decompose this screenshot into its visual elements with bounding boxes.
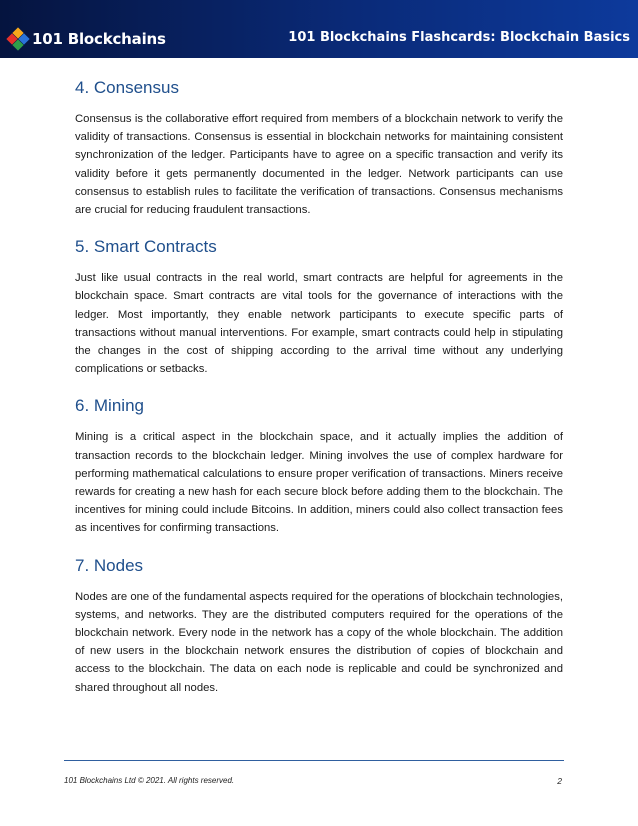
footer-copyright: 101 Blockchains Ltd © 2021. All rights reserved. bbox=[64, 776, 235, 785]
logo-text: 101 Blockchains bbox=[32, 30, 166, 48]
cube-logo-icon bbox=[8, 29, 28, 49]
section-smart-contracts bbox=[75, 237, 563, 378]
section-nodes bbox=[75, 556, 563, 697]
section-paragraph: Nodes are one of the fundamental aspects required for the operations of blockchain technologies, systems, and networks. They are the distributed computers required for the operations of the blockchain network. Every node in the network has a copy of the whole blockchain. The addition of new users in the blockchain network ensures the distribution of copies of blockchain and access to the blockchain. The data on each node is replicable and could be synchronized and shared throughout all nodes. bbox=[75, 590, 563, 694]
section-heading: 5. Smart Contracts bbox=[75, 237, 217, 257]
section-heading: 4. Consensus bbox=[75, 78, 179, 97]
section-consensus bbox=[75, 78, 563, 219]
section-heading: 6. Mining bbox=[75, 396, 144, 416]
section-heading: 7. Nodes bbox=[75, 555, 144, 575]
document-body bbox=[75, 78, 563, 715]
brand-logo bbox=[8, 26, 166, 52]
section-paragraph: Consensus is the collaborative effort required from members of a blockchain network to verify the validity of transactions. Consensus is essential in blockchain networks for maintaining consistent synchronization of the ledger. Participants have to agree on a specific transaction and verify its validity before it gets permanently documented in the ledger. Network participants can use consensus to establish rules to facilitate the verification of transactions. Consensus mechanisms are crucial for reducing fraudulent transactions. bbox=[75, 113, 563, 217]
footer-divider bbox=[64, 760, 564, 761]
header-title: 101 Blockchains Flashcards: Blockchain Basics bbox=[288, 30, 630, 45]
section-paragraph: Just like usual contracts in the real world, smart contracts are helpful for agreements in the blockchain space. Smart contracts are vital tools for the governance of interactions with the ledger. Most importantly, they enable network participants to execute specific parts of transactions without manual interventions. For example, smart contracts could help in stipulating the changes in the cost of shipping according to the arrival time without any underlying complications or setbacks. bbox=[75, 272, 563, 376]
page-number: 2 bbox=[557, 776, 562, 786]
page-header bbox=[0, 0, 638, 58]
section-mining bbox=[75, 396, 563, 537]
section-paragraph: Mining is a critical aspect in the blockchain space, and it actually implies the addition of transaction records to the blockchain ledger. Mining involves the use of complex hardware for performing mathematical calculations to ensure proper verification of transactions. Miners receive rewards for creating a new hash for each secure block before adding them to the blockchain. The incentives for mining could include Bitcoins. In addition, miners could also collect transaction fees as incentives for confirming transactions. bbox=[75, 431, 563, 535]
